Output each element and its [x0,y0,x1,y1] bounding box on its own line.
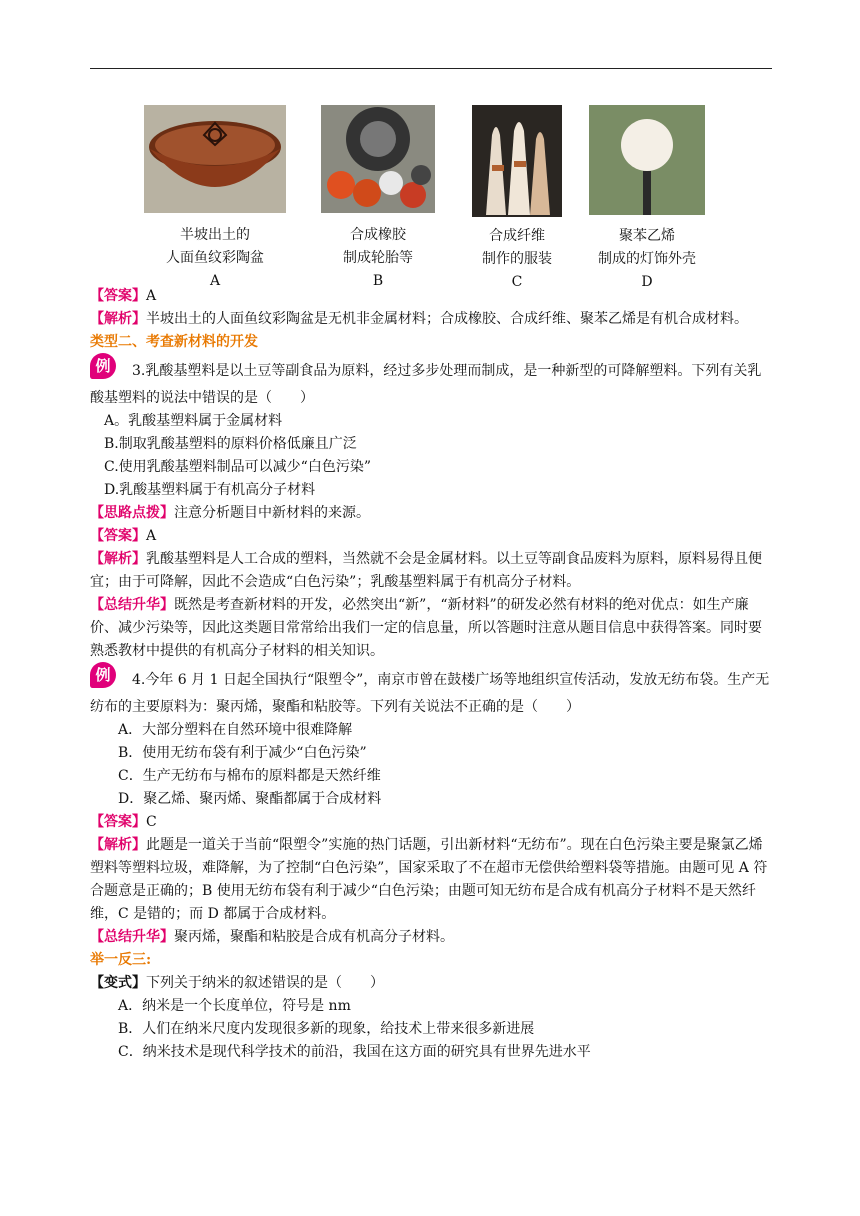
figure-d-line1: 聚苯乙烯 [619,228,675,244]
figure-row [140,105,720,290]
answer-3: 【答案】A [90,528,157,544]
variant-option-b: B．人们在纳米尺度内发现很多新的现象，给技术上带来很多新进展 [118,1021,535,1037]
q3-option-c: C.使用乳酸基塑料制品可以减少“白色污染” [104,459,371,475]
q4-option-a: A．大部分塑料在自然环境中很难降解 [118,722,353,738]
document-body [90,285,774,1064]
figure-d-letter: D [641,274,653,290]
figure-a-line2: 人面鱼纹彩陶盆 [166,250,264,266]
q3-option-d: D.乳酸基塑料属于有机高分子材料 [104,482,316,498]
analysis-3: 【解析】乳酸基塑料是人工合成的塑料，当然就不会是金属材料。以土豆等副食品废料为原料，原料易得且便宜；由于可降解，因此不会造成“白色污染”；乳酸基塑料属于有机高分子材料。 [90,551,762,590]
header-rule [90,68,772,69]
figure-a-line1: 半坡出土的 [180,227,250,243]
q3-option-a: A。乳酸基塑料属于金属材料 [104,413,283,429]
q4-option-c: C．生产无纺布与棉布的原料都是天然纤维 [118,768,381,784]
figure-b-line2: 制成轮胎等 [343,250,413,266]
figure-d [582,105,712,294]
figure-c-line2: 制作的服装 [482,251,552,267]
figure-a [140,105,290,293]
q3-option-b: B.制取乳酸基塑料的原料价格低廉且广泛 [104,436,357,452]
tires-and-balls-image [321,105,435,213]
summary-4: 【总结升华】聚丙烯，聚酯和粘胶是合成有机高分子材料。 [90,929,454,945]
figure-a-letter: A [209,273,221,289]
analysis-4: 【解析】此题是一道关于当前“限塑令”实施的热门话题，引出新材料“无纺布”。现在白色污染主要是聚氯乙烯塑料等塑料垃圾，难降解，为了控制“白色污染”，国家采取了不在超市无偿供给塑料袋等措施。由题可见 A 符合题意是正确的；B 使用无纺布袋有利于减少“白色污染；由题可知无纺布是合成有机高分子材料不是天然纤维，C 是错的；而 D 都属于合成材料。 [90,837,768,922]
analysis-1: 【解析】半坡出土的人面鱼纹彩陶盆是无机非金属材料；合成橡胶、合成纤维、聚苯乙烯是有机合成材料。 [90,311,748,327]
lamp-globe-image [589,105,705,215]
figure-c [462,105,572,294]
practice-heading: 举一反三: [90,952,152,968]
pottery-bowl-image [144,105,286,213]
variant-option-a: A．纳米是一个长度单位，符号是 nm [118,998,351,1014]
figure-c-letter: C [511,274,523,290]
figure-c-line1: 合成纤维 [489,228,545,244]
fiber-spools-image [472,105,562,217]
example-badge-icon: 例 [90,353,116,379]
q4-option-d: D．聚乙烯、聚丙烯、聚酯都属于合成材料 [118,791,382,807]
section-heading-type2: 类型二、考查新材料的开发 [90,334,258,350]
answer-4: 【答案】C [90,814,157,830]
question-4: 例 4.今年 6 月 1 日起全国执行“限塑令”，南京市曾在鼓楼广场等地组织宣传活动，发放无纺布袋。生产无纺布的主要原料为：聚丙烯，聚酯和粘胶等。下列有关说法不正确的是（ ） [90,669,774,719]
figure-b [318,105,438,293]
summary-3: 【总结升华】既然是考查新材料的开发，必然突出“新”，“新材料”的研发必然有材料的绝对优点：如生产廉价、减少污染等，因此这类题目常常给出我们一定的信息量，所以答题时注意从题目信息中获得答案。同时要熟悉教材中提供的有机高分子材料的相关知识。 [90,597,762,659]
q4-option-b: B．使用无纺布袋有利于减少“白色污染” [118,745,367,761]
figure-b-line1: 合成橡胶 [350,227,406,243]
hint-3: 【思路点拨】注意分析题目中新材料的来源。 [90,505,370,521]
figure-d-line2: 制成的灯饰外壳 [598,251,696,267]
question-3: 例 3.乳酸基塑料是以土豆等副食品为原料，经过多步处理而制成，是一种新型的可降解塑料。下列有关乳酸基塑料的说法中错误的是（ ） [90,360,774,410]
figure-b-letter: B [372,273,384,289]
answer-1: 【答案】A [90,288,157,304]
example-badge-icon: 例 [90,662,116,688]
variant-question: 【变式】下列关于纳米的叙述错误的是（ ） [90,975,384,991]
variant-option-c: C．纳米技术是现代科学技术的前沿，我国在这方面的研究具有世界先进水平 [118,1044,591,1060]
